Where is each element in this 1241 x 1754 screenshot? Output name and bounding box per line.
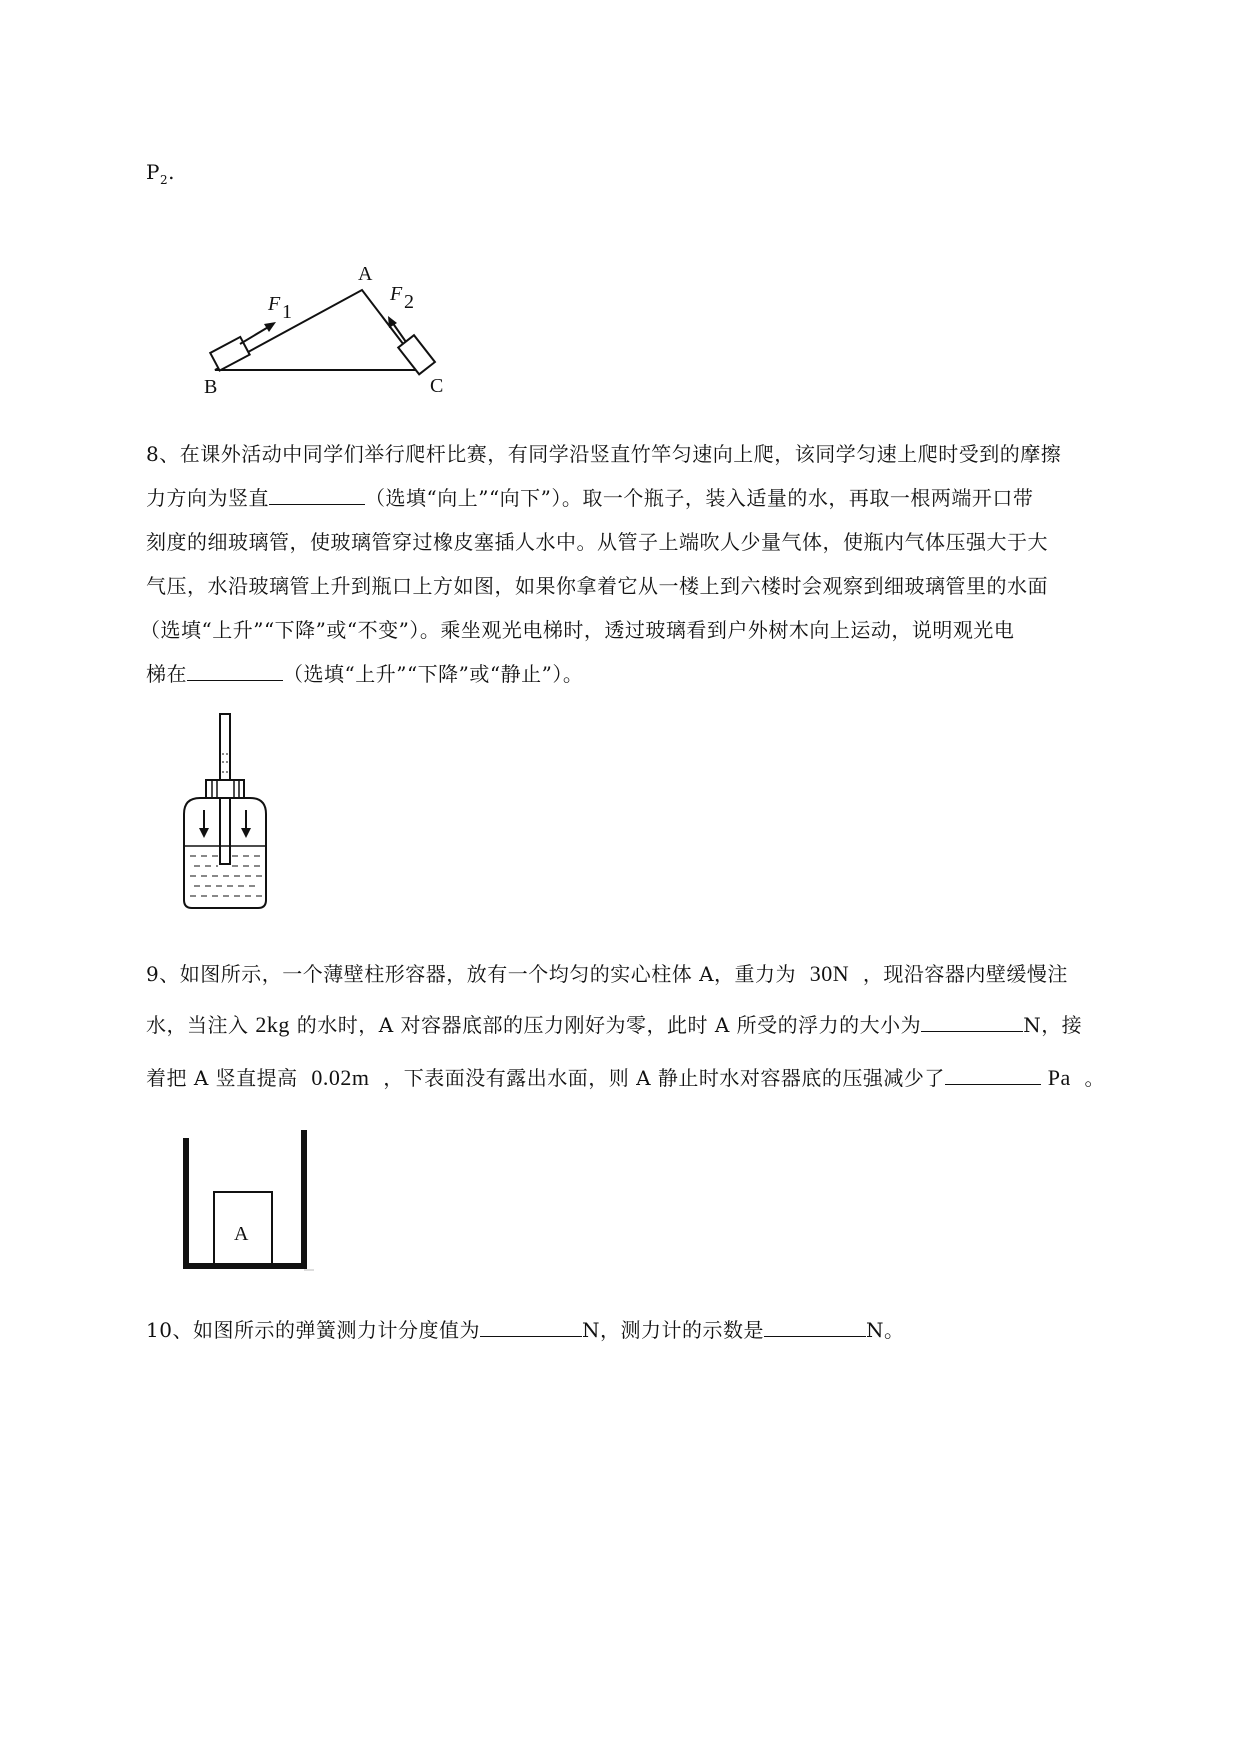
q8-text: （选填“向上”“向下”）。取一个瓶子，装入适量的水，再取一根两端开口带 bbox=[365, 486, 1034, 510]
answer-blank[interactable] bbox=[187, 660, 283, 681]
q9-text: ，下表面没有露出水面，则 A 静止时水对容器底的压强减少了 bbox=[383, 1066, 945, 1090]
q8-line-5: （选填“上升”“下降”或“不变”）。乘坐观光电梯时，透过玻璃看到户外树木向上运动，说明观光电 bbox=[140, 618, 1015, 642]
label-c: C bbox=[430, 375, 444, 397]
p-subscript: 2 bbox=[159, 173, 169, 187]
block-label-a: A bbox=[234, 1223, 249, 1245]
q8-text: 力方向为竖直 bbox=[146, 486, 269, 510]
q10-text: N，测力计的示数是 bbox=[581, 1318, 764, 1342]
q10-text: 10、如图所示的弹簧测力计分度值为 bbox=[146, 1318, 480, 1342]
label-f1: F bbox=[268, 293, 281, 315]
q8-text: （选填“上升”“下降”或“静止”）。 bbox=[283, 662, 584, 686]
q10-text: N。 bbox=[865, 1318, 905, 1342]
answer-blank[interactable] bbox=[764, 1316, 866, 1337]
q9-text: 着把 A 竖直提高 bbox=[146, 1066, 298, 1090]
q9-text: 。 bbox=[1084, 1066, 1105, 1090]
fragment-tail: . bbox=[168, 160, 175, 184]
q8-line-6 bbox=[146, 660, 583, 688]
weight-value: 30N bbox=[809, 961, 850, 986]
q9-line-1 bbox=[146, 960, 1068, 988]
lift-distance-value: 0.02m bbox=[311, 1065, 370, 1090]
answer-blank[interactable] bbox=[945, 1064, 1041, 1085]
q8-line-4: 气压，水沿玻璃管上升到瓶口上方如图，如果你拿着它从一楼上到六楼时会观察到细玻璃管里的水面 bbox=[146, 574, 1048, 598]
q9-text: ，现沿容器内壁缓慢注 bbox=[862, 962, 1068, 986]
q9-line-2 bbox=[146, 1011, 1082, 1039]
label-a: A bbox=[358, 263, 373, 285]
q9-text: 水，当注入 bbox=[146, 1013, 249, 1037]
incline-triangle-figure bbox=[190, 256, 450, 396]
answer-blank[interactable] bbox=[480, 1316, 582, 1337]
label-f2: F bbox=[390, 283, 403, 305]
p-symbol: P bbox=[146, 160, 160, 184]
q10-line bbox=[146, 1316, 904, 1344]
bottle-tube-figure bbox=[182, 714, 272, 910]
water-mass-value: 2kg bbox=[255, 1012, 290, 1037]
answer-blank[interactable] bbox=[921, 1011, 1023, 1032]
unit-pa: Pa bbox=[1047, 1065, 1071, 1090]
q8-line-2 bbox=[146, 484, 1033, 512]
q9-text: 9、如图所示，一个薄壁柱形容器，放有一个均匀的实心柱体 A，重力为 bbox=[146, 962, 797, 986]
q8-line-1: 8、在课外活动中同学们举行爬杆比赛，有同学沿竖直竹竿匀速向上爬，该同学匀速上爬时受到的摩擦 bbox=[146, 442, 1062, 466]
label-f2-sub: 2 bbox=[404, 291, 414, 313]
label-f1-sub: 1 bbox=[282, 301, 292, 323]
q8-line-3: 刻度的细玻璃管，使玻璃管穿过橡皮塞插人水中。从管子上端吹人少量气体，使瓶内气体压强大于大 bbox=[146, 530, 1048, 554]
q9-line-3 bbox=[146, 1064, 1105, 1092]
answer-blank[interactable] bbox=[269, 484, 365, 505]
container-figure bbox=[180, 1130, 316, 1274]
top-fragment bbox=[146, 158, 175, 194]
q9-text: 的水时，A 对容器底部的压力刚好为零，此时 A 所受的浮力的大小为 bbox=[296, 1013, 922, 1037]
q9-text: N，接 bbox=[1023, 1013, 1083, 1037]
q8-text: 梯在 bbox=[146, 662, 187, 686]
label-b: B bbox=[204, 376, 218, 398]
